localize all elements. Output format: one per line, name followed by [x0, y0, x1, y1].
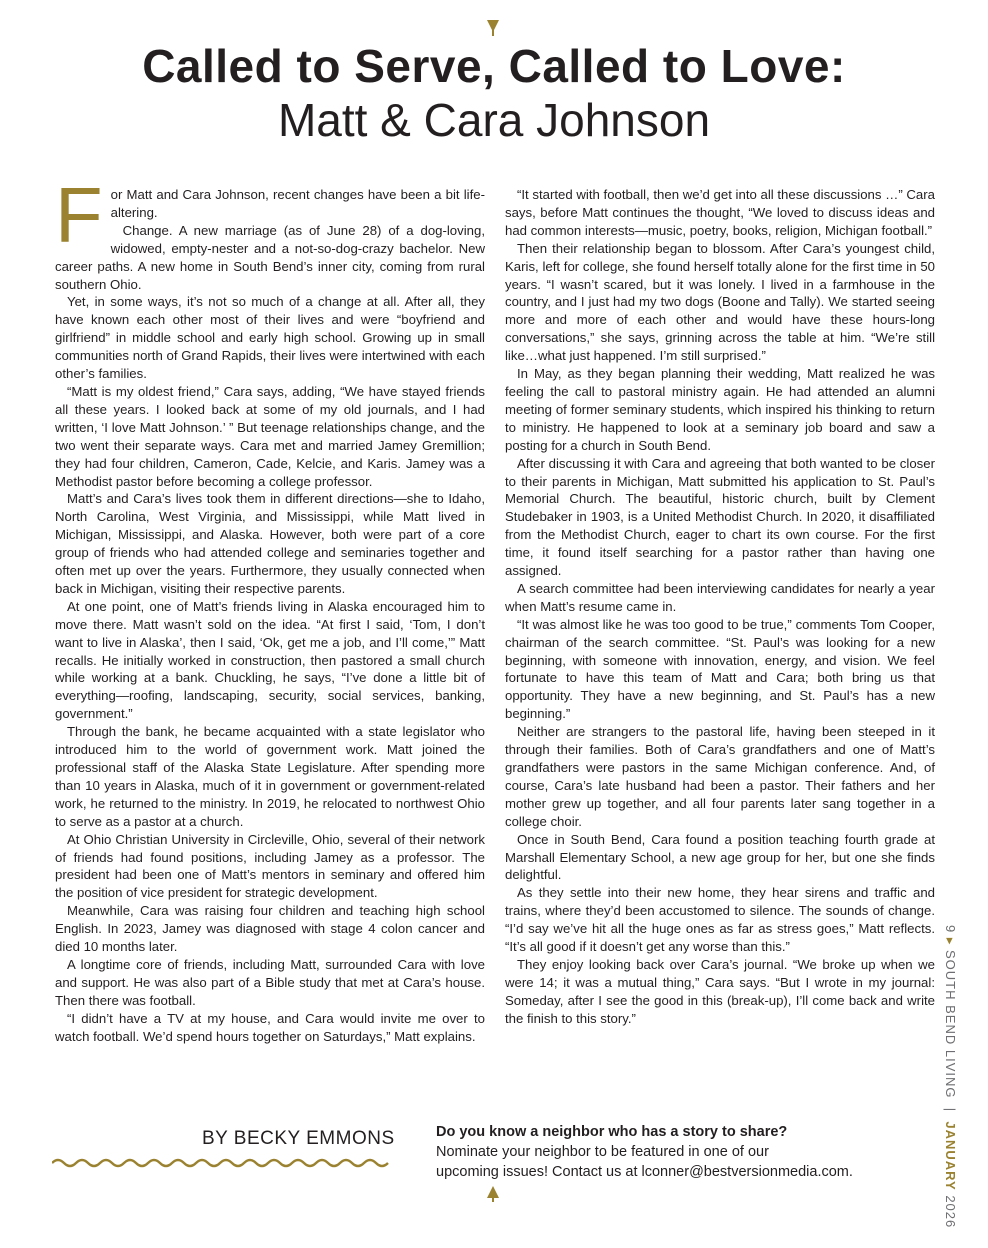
publication-name: SOUTH BEND LIVING: [943, 950, 958, 1099]
paragraph: At Ohio Christian University in Circleville, Ohio, several of their network of friends had found positions, including Jamey as a professor. The president had been one of Matt’s mentors in seminary and offered him the position of vice president for strategic development.: [55, 831, 485, 901]
top-marker-stem: [492, 30, 494, 36]
article-subtitle: Matt & Cara Johnson: [277, 94, 711, 146]
byline: BY BECKY EMMONS: [202, 1128, 395, 1149]
callout-contact-line: upcoming issues! Contact us at lconner@bestversionmedia.com.: [436, 1164, 853, 1180]
callout-line: Nominate your neighbor to be featured in one of our: [436, 1144, 769, 1160]
paragraph: Change. A new marriage (as of June 28) of a dog-loving, widowed, empty-nester and a not-so-dog-crazy bachelor. New career paths. A new home in South Bend’s inner city, coming from rural southern Ohio.: [55, 222, 485, 292]
paragraph: “It was almost like he was too good to be true,” comments Tom Cooper, chairman of the search committee. “St. Paul’s was looking for a new beginning, with someone with innovation, energy, and vision. We feel fortunate to have this team of Matt and Cara; both bring us that opportunity. They have a new beginning, and St. Paul’s has a new beginning.”: [505, 616, 935, 722]
paragraph: “Matt is my oldest friend,” Cara says, adding, “We have stayed friends all these years. I looked back at some of my old journals, and I had written, ‘I love Matt Johnson.’ ” But teenage relationships change, and the two went their separate ways. Cara met and married Jamey Gremillion; they had four children, Cameron, Cade, Kelcie, and Karis. Jamey was a Methodist pastor before becoming a college professor.: [55, 383, 485, 489]
paragraph: A longtime core of friends, including Matt, surrounded Cara with love and support. He was also part of a Bible study that met at Cara’s house. Then there was football.: [55, 956, 485, 1008]
paragraph: A search committee had been interviewing candidates for nearly a year when Matt’s resume came in.: [505, 580, 935, 614]
issue-month: JANUARY: [943, 1121, 958, 1191]
article-column-left: [55, 171, 485, 1046]
paragraph: Once in South Bend, Cara found a position teaching fourth grade at Marshall Elementary School, a new age group for her, but one she finds delightful.: [505, 831, 935, 883]
page-number: 9: [943, 925, 958, 934]
gold-squiggle-divider: [52, 1156, 397, 1170]
issue-year: 2026: [943, 1195, 958, 1229]
paragraph: As they settle into their new home, they hear sirens and traffic and trains, where they’d been accustomed to silence. The sounds of change. “I’d say we’ve hit all the huge ones as far as stress goes,” Matt reflects. “It’s all good if it doesn’t get any worse than this.”: [505, 885, 935, 955]
paragraph: Yet, in some ways, it’s not so much of a change at all. After all, they have known each other most of their lives and were “boyfriend and girlfriend” in middle school and early high school. Growing up in small communities north of Grand Rapids, their lives were intertwined with each other’s families.: [55, 294, 485, 382]
paragraph: After discussing it with Cara and agreeing that both wanted to be closer to their parents in Michigan, Matt submitted his application to St. Paul’s Memorial Church. The beautiful, historic church, built by Clement Studebaker in 1903, is a United Methodist Church. In 2020, it disaffiliated from the Methodist Church, eager to chart its own course. For the first time, it found itself searching for a pastor rather than having one assigned.: [505, 455, 935, 579]
drop-cap: F: [55, 171, 103, 259]
paragraph: Through the bank, he became acquainted with a state legislator who introduced him to the world of government work. Matt joined the professional staff of the Alaska State Legislature. After spending more than 10 years in Alaska, much of it in government or government-related work, he returned to the ministry. In 2019, he relocated to northwest Ohio to serve as a pastor at a church.: [55, 724, 485, 829]
paragraph-text: or Matt and Cara Johnson, recent changes have been a bit life-altering.: [110, 187, 485, 220]
bottom-marker-stem: [492, 1198, 494, 1202]
nomination-callout: [436, 1122, 916, 1182]
article-column-right: [505, 186, 935, 1028]
paragraph: Neither are strangers to the pastoral life, having been steeped in it through their families. Both of Cara’s grandfathers and one of Matt’s grandfathers were pastors in the same Michigan conference. And, of course, Cara’s late husband had been a pastor. Their fathers and her mother grew up together, and all four parents later sang together in a college choir.: [505, 724, 935, 829]
paragraph: In May, as they began planning their wedding, Matt realized he was feeling the call to pastoral ministry again. He had attended an alumni meeting of former seminary students, which inspired his thinking to return to ministry. He happened to look at a seminary job board and saw a posting for a church in South Bend.: [505, 366, 935, 453]
paragraph: Meanwhile, Cara was raising four children and teaching high school English. In 2023, Jamey was diagnosed with stage 4 colon cancer and died 10 months later.: [55, 903, 485, 955]
page-folio: [940, 925, 970, 1229]
paragraph: “I didn’t have a TV at my house, and Cara would invite me over to watch football. We’d spend hours together on Saturdays,” Matt explains.: [55, 1010, 485, 1044]
paragraph: At one point, one of Matt’s friends living in Alaska encouraged him to move there. Matt wasn’t sold on the idea. “At first I said, ‘Tom, I don’t want to live in Alaska’, then I said, ‘Ok, get me a job, and I’ll come,’” Matt recalls. He initially worked in construction, then pastored a small church while working at a bank. Chuckling, he says, “I’ve done a little bit of everything—roofing, landscaping, security, social services, banking, government.”: [55, 598, 485, 722]
callout-question: Do you know a neighbor who has a story to share?: [436, 1124, 788, 1140]
article-title: Called to Serve, Called to Love:: [142, 40, 846, 92]
paragraph: Matt’s and Cara’s lives took them in different directions—she to Idaho, North Carolina, West Virginia, and Mississippi, while Matt lived in Michigan, Mississippi, and Alaska. However, both were part of a core group of friends who had attended college and seminaries together and often met up over the years. Furthermore, they usually connected when back in Michigan, visiting their respective parents.: [55, 491, 485, 596]
bottom-triangle-marker: [487, 1186, 499, 1198]
folio-separator: |: [943, 1107, 958, 1113]
paragraph: “It started with football, then we’d get into all these discussions …” Cara says, before Matt continues the thought, “We loved to discuss ideas and had common interests—music, poetry, books, religion, Michigan football.”: [505, 187, 935, 238]
folio-triangle-icon: ▸: [943, 937, 958, 946]
paragraph: They enjoy looking back over Cara’s journal. “We broke up when we were 14; it was a mutual thing,” Cara says. “But I wrote in my journal: Someday, after I see the good in this (break-up), I’ll come back and write the finish to this story.”: [505, 956, 935, 1026]
paragraph: Then their relationship began to blossom. After Cara’s youngest child, Karis, left for college, she found herself totally alone for the first time in 50 years. “I wasn’t scared, but it was lonely. I lived in a farmhouse in the country, and I just had my two dogs (Boone and Tally). We started seeing more and more of each other and would have these hours-long conversations,” she says, grinning across the table at him. “We’re still like…what just happened. I’m still surprised.”: [505, 240, 935, 364]
